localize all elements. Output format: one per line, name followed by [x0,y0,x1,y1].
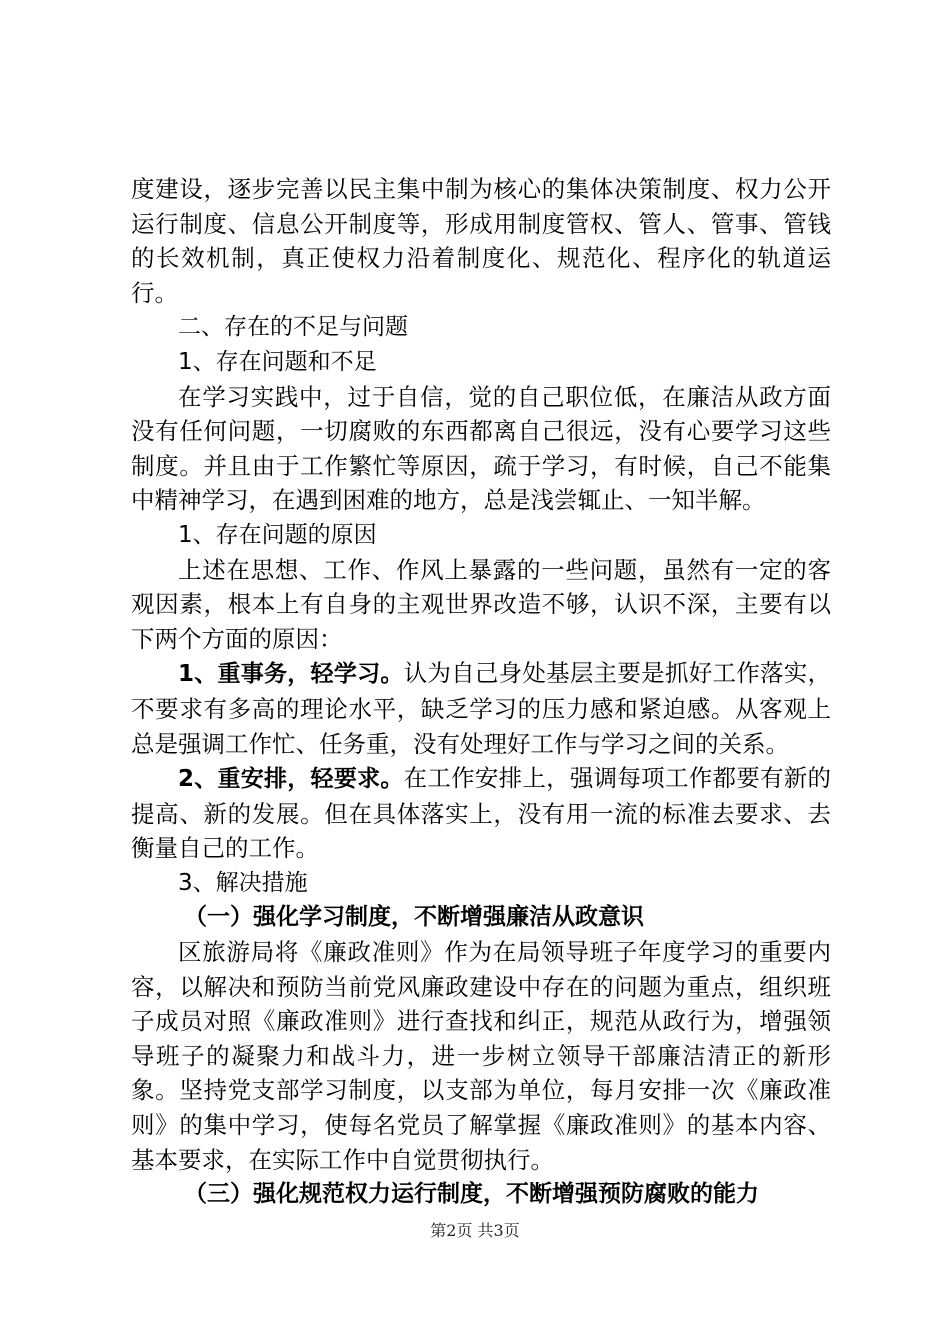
section-heading: 二、存在的不足与问题 [178,314,408,341]
measure-heading-3: （三）强化规范权力运行制度，不断增强预防腐败的能力 [184,1181,759,1208]
paragraph-causes-intro: 上述在思想、工作、作风上暴露的一些问题，虽然有一定的客观因素，根本上有自身的主观世界改造不够，认识不深，主要有以下两个方面的原因： [131,555,831,653]
paragraph-cause-2 [131,761,831,866]
paragraph-continuation: 度建设，逐步完善以民主集中制为核心的集体决策制度、权力公开运行制度、信息公开制度等，形成用制度管权、管人、管事、管钱的长效机制，真正使权力沿着制度化、规范化、程序化的轨道运行。 [131,175,831,307]
cause-2-body: 在工作安排上，强调每项工作都要有新的提高、新的发展。但在具体落实上，没有用一流的标准去要求、去衡量自己的工作。 [131,764,831,863]
paragraph-problems: 在学习实践中，过于自信，觉的自己职位低，在廉洁从政方面没有任何问题，一切腐败的东西都离自己很远，没有心要学习这些制度。并且由于工作繁忙等原因，疏于学习，有时候，自己不能集中精神学习，在遇到困难的地方，总是浅尝辄止、一知半解。 [131,382,831,515]
document-body [131,172,831,1212]
page-footer: 第2页 共3页 [430,1221,520,1240]
subheading-measures: 3、解决措施 [178,869,308,896]
paragraph-cause-1 [131,656,831,761]
cause-1-lead: 1、重事务，轻学习。 [178,661,404,688]
subheading-problems: 1、存在问题和不足 [178,348,377,375]
cause-1-body: 认为自己身处基层主要是抓好工作落实，不要求有多高的理论水平，缺乏学习的压力感和紧迫感。从客观上总是强调工作忙、任务重，没有处理好工作与学习之间的关系。 [131,659,831,758]
cause-2-lead: 2、重安排，轻要求。 [178,766,404,793]
subheading-causes: 1、存在问题的原因 [178,521,377,548]
paragraph-measure-1: 区旅游局将《廉政准则》作为在局领导班子年度学习的重要内容，以解决和预防当前党风廉政建设中存在的问题为重点，组织班子成员对照《廉政准则》进行查找和纠正，规范从政行为，增强领导班子的凝聚力和战斗力，进一步树立领导干部廉洁清正的新形象。坚持党支部学习制度，以支部为单位，每月安排一次《廉政准则》的集中学习，使每名党员了解掌握《廉政准则》的基本内容、基本要求，在实际工作中自觉贯彻执行。 [131,938,831,1174]
measure-heading-1: （一）强化学习制度，不断增强廉洁从政意识 [184,904,644,931]
